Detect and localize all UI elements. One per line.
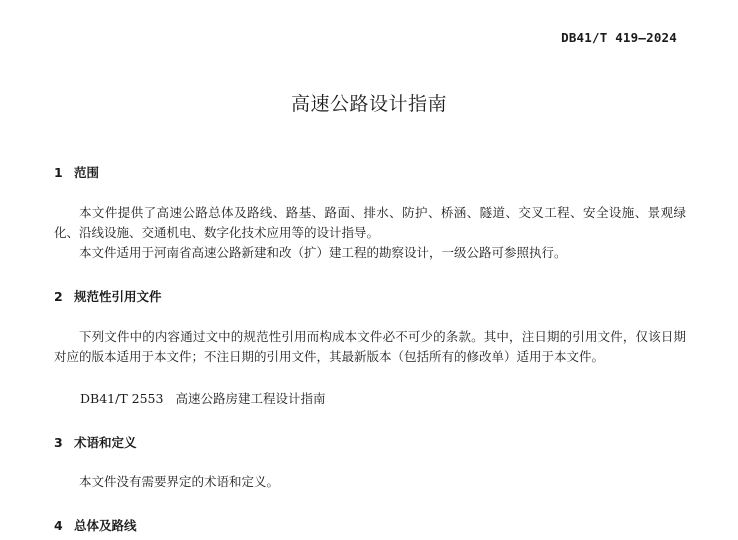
- section-title: 范围: [74, 165, 100, 180]
- paragraph-references-intro: 下列文件中的内容通过文中的规范性引用而构成本文件必不可少的条款。其中，注日期的引用文件，仅该日期对应的版本适用于本文件；不注日期的引用文件，其最新版本（包括所有的修改单）适用于本文件。: [54, 329, 686, 364]
- section-heading-scope: [54, 163, 99, 181]
- reference-name: 高速公路房建工程设计指南: [175, 391, 326, 406]
- section-number: 3: [54, 435, 63, 450]
- section-title: 术语和定义: [74, 435, 137, 450]
- section-number: 4: [54, 518, 63, 533]
- paragraph-terms-content: 本文件没有需要界定的术语和定义。: [79, 474, 280, 489]
- document-code: DB41/T 419—2024: [561, 30, 677, 45]
- reference-item: [80, 389, 325, 409]
- paragraph-scope-applicability: 本文件适用于河南省高速公路新建和改（扩）建工程的勘察设计，一级公路可参照执行。: [79, 245, 567, 260]
- reference-code: DB41/T 2553: [80, 391, 164, 406]
- section-heading-normative-references: [54, 287, 162, 305]
- section-heading-terms: [54, 433, 137, 451]
- section-number: 1: [54, 165, 63, 180]
- section-title: 规范性引用文件: [74, 289, 162, 304]
- section-heading-general-route: [54, 516, 137, 534]
- document-title: 高速公路设计指南: [290, 93, 447, 115]
- section-title: 总体及路线: [74, 518, 137, 533]
- section-number: 2: [54, 289, 63, 304]
- paragraph-scope-content: 本文件提供了高速公路总体及路线、路基、路面、排水、防护、桥涵、隧道、交叉工程、安全设施、景观绿化、沿线设施、交通机电、数字化技术应用等的设计指导。: [54, 205, 686, 240]
